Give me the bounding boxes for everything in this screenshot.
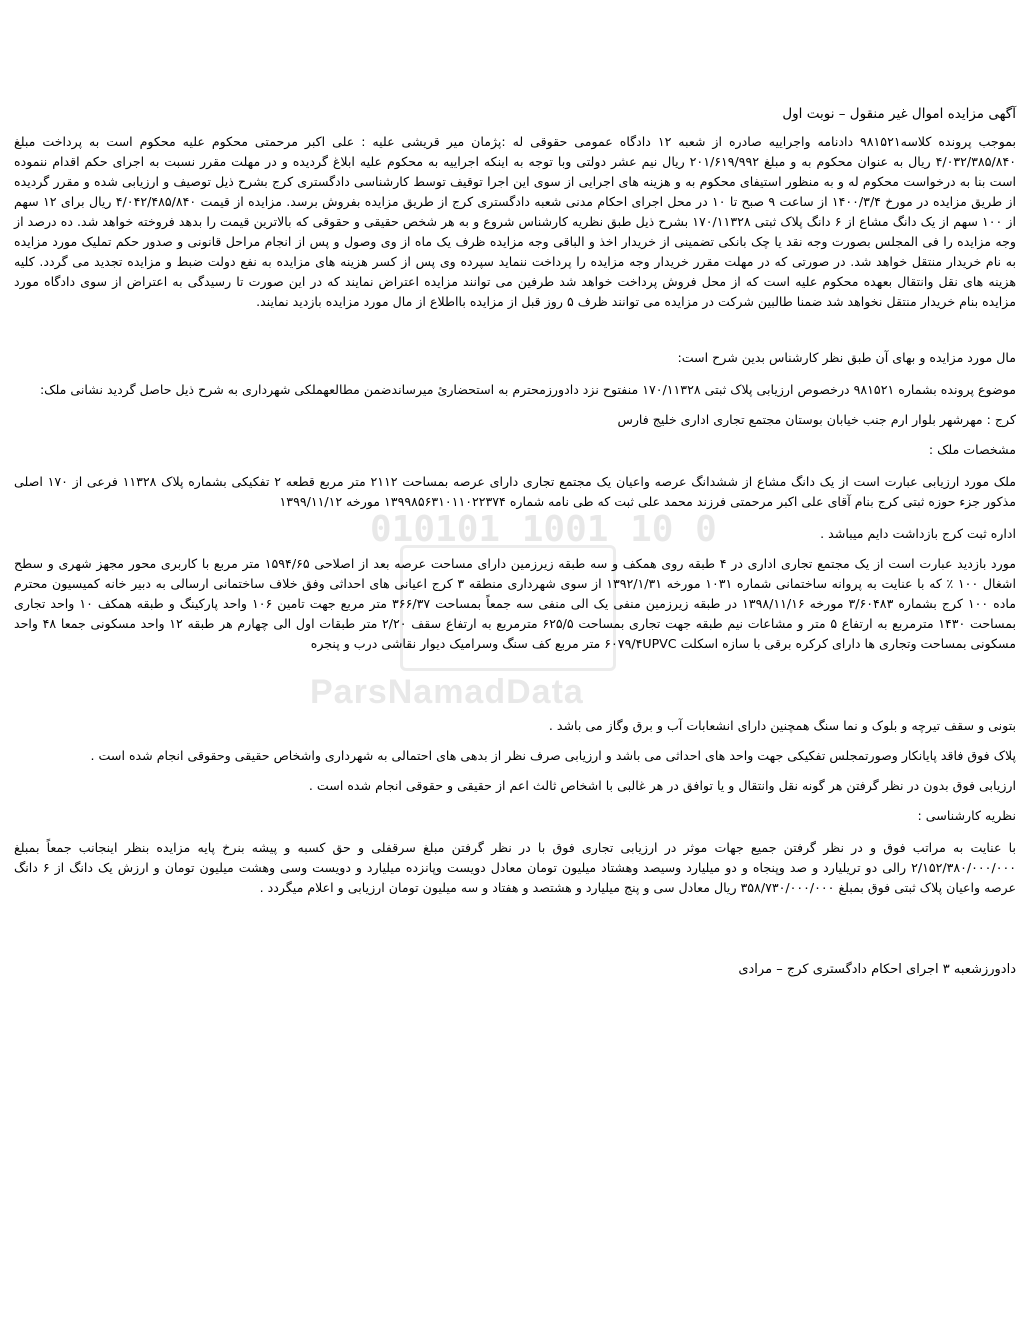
expert-opinion: با عنایت به مراتب فوق و در نظر گرفتن جمیع جهات موثر در ارزیابی تجاری فوق با در نظر گرفتن مبلغ سرقفلی و حق کسبه و پیشه بنرخ پایه مزایده بنظر اینجانب جمعاً بمبلغ ۲/۱۵۲/۳۸۰/۰۰۰/۰۰۰ رالی دو تریلیارد و صد وپنجاه و دو میلیارد وسیصد وهشتاد میلیون تومان معادل دویست وپانزده میلیارد و دویست وسی وهشت میلیون تومان و ارزش یک دانگ از ۶ دانگ عرصه واعیان پلاک ثبتی فوق بمبلغ ۳۵۸/۷۳۰/۰۰۰/۰۰۰ ریال معادل سی و پنج میلیارد و هشتصد و هفتاد و سه میلیون تومان ارزیابی و اعلام میگردد .: [14, 840, 1016, 895]
registry-line: اداره ثبت کرج بازداشت دایم میباشد .: [820, 526, 1016, 541]
subject-paragraph: موضوع پرونده بشماره ۹۸۱۵۲۱ درخصوص ارزیابی پلاک ثبتی ۱۷۰/۱۱۳۲۸ منفتوح نزد دادورزمحترم به استحضارئ میرساندضمن مطالعهملکی شهرداری به شرح ذیل حاصل گردید نشانی ملک:: [39, 382, 1016, 397]
plaque-note: پلاک فوق فاقد پایانکار وصورتمجلس تفکیکی جهت واحد های احداثی می باشد و ارزیابی صرف نظر از بدهی های احتمالی به شهرداری واشخاص حقیقی وحقوقی انجام شده است .: [90, 748, 1016, 763]
notice-title: آگهی مزایده اموال غیر منقول – نوبت اول: [782, 106, 1016, 122]
expert-heading: نظریه کارشناسی :: [917, 808, 1016, 823]
watermark-text: ParsNamadData: [310, 673, 584, 711]
utilities-line: بتونی و سقف تیرچه و بلوک و نما سنگ همچنین دارای انشعابات آب و برق وگاز می باشد .: [548, 718, 1016, 733]
specs-heading: مشخصات ملک :: [928, 442, 1016, 457]
signature-line: دادورزشعبه ۳ اجرای احکام دادگستری کرج – مرادی: [738, 962, 1016, 977]
property-heading: مال مورد مزایده و بهای آن طبق نظر کارشناس بدین شرح است:: [677, 350, 1016, 365]
watermark-digits: 010101 1001 10 0: [370, 509, 717, 550]
notice-document: [14, 104, 1016, 980]
inspection-paragraph: مورد بازدید عبارت است از یک مجتمع تجاری اداری در ۴ طبقه روی همکف و سه طبقه زیرزمین دارای مساحت عرصه بعد از اصلاحی ۱۵۹۴/۶۵ متر مربع با کاربری محور مجهز شهری و سطح اشغال ۱۰۰ ٪ که با عنایت به پروانه ساختمانی شماره ۱۰۳۱ مورخه ۱۳۹۲/۱/۳۱ از سوی شهرداری منطقه ۳ کرج اعیانی های احداثی وفق خلاف ساختمانی ارسالی به دبیر خانه کمیسیون محترم ماده ۱۰۰ کرج بشماره ۳/۶۰۴۸۳ مورخه ۱۳۹۸/۱۱/۱۶ در طبقه زیرزمین منفی یک الی منفی سه جمعاً بمساحت ۳۶۶/۳۷ متر مربع جهت تامین ۱۰۶ واحد پارکینگ و طبقه همکف ۱۰ واحد تجاری بمساحت ۱۴۳۰ مترمربع به ارتفاع ۵ متر و مشاعات نیم طبقه جهت تجاری بمساحت ۶۲۵/۵ مترمربع به ارتفاع سقف ۲/۲۰ متر طبقات اول الی چهارم هر طبقه ۱۲ واحد مسکونی جمعا ۴۸ واحد مسکونی بمساحت وتجاری ها دارای کرکره برقی با سازه اسکلت ۶۰۷۹/۴UPVC متر مربع کف سنگ وسرامیک دیوار نقاشی درب و پنجره: [14, 556, 1016, 651]
assessment-note: ارزیابی فوق بدون در نظر گرفتن هر گونه نقل وانتقال و یا توافق در هر غالبی با اشخاص ثالث اعم از حقیقی و حقوقی انجام شده است .: [308, 778, 1016, 793]
specs-paragraph: ملک مورد ارزیابی عبارت است از یک دانگ مشاع از ششدانگ عرصه واعیان یک مجتمع تجاری دارای عرصه بمساحت ۲۱۱۲ متر مربع قطعه ۲ تفکیکی بشماره پلاک ۱۱۳۲۸ فرعی از ۱۷۰ اصلی مذکور جزء حوزه ثبتی کرج بنام آقای علی اکبر مرحمتی فرزند محمد علی ثبت که طی نامه شماره ۱۳۹۹۸۵۶۳۱۰۱۱۰۲۲۳۷۴ مورخه ۱۳۹۹/۱۱/۱۲: [14, 474, 1016, 509]
intro-paragraph: بموجب پرونده کلاسه۹۸۱۵۲۱ دادنامه واجراییه صادره از شعبه ۱۲ دادگاه عمومی حقوقی له :پژمان میر قریشی علیه : علی اکبر مرحمتی محکوم علیه محکوم است به پرداخت مبلغ ۴/۰۳۲/۳۸۵/۸۴۰ ریال به عنوان محکوم به و مبلغ ۲۰۱/۶۱۹/۹۹۲ ریال نیم عشر دولتی وبا توجه به اینکه اجراییه به محکوم علیه ابلاغ گردیده و در مهلت مقرر نسبت به اجرای حکم اقدام ننموده است بنا به درخواست محکوم له و به منظور استیفای محکوم به و هزینه های اجرایی از سوی این اجرا توقیف توسط کارشناسی دادگستری کرج بشرح ذیل توصیف و ارزیابی شده و مقرر گردیده از طریق مزایده در مورخ ۱۴۰۰/۳/۴ از ساعت ۹ صبح تا ۱۰ در محل اجرای احکام مدنی شعبه دادگستری کرج از طریق مزایده بفروش برسد. مزایده از قیمت ۴/۰۴۲/۴۸۵/۸۴۰ ریال برای ۱۲ سهم از ۱۰۰ سهم از یک دانگ مشاع از ۶ دانگ پلاک ثبتی ۱۷۰/۱۱۳۲۸ بشرح ذیل طبق نظریه کارشناس شروع و به هر شخص حقیقی و حقوقی که بالاترین قیمت را بدهد فروخته خواهد شد. ده درصد از وجه مزایده را فی المجلس بصورت وجه نقد یا چک بانکی تضمینی از خریدار اخذ و الباقی وجه مزایده ظرف یک ماه از وی وصول و پس از انجام مراحل قانونی و صدور حکم تملیک مورد مزایده به نام خریدار منتقل خواهد شد. در صورتی که در مهلت مقرر خریدار وجه مزایده را پرداخت ننماید سپرده وی پس از کسر هزینه های مزایده به نفع دولت ضبط و مزایده تجدید می گردد. کلیه هزینه های نقل وانتقال بعهده محکوم علیه است که از محل فروش پرداخت خواهد شد طرفین می توانند مزایده اعتراض نمایند که در این صورت تا رسیدگی به اعتراض از سوی دادگاه مورد مزایده بنام خریدار منتقل نخواهد شد ضمنا طالبین شرکت در مزایده می توانند ظرف ۵ روز قبل از مزایده بااطلاع از مال مورد مزایده بازدید نمایند.: [14, 134, 1016, 309]
address-line: کرج : مهرشهر بلوار ارم جنب خیابان بوستان مجتمع تجاری اداری خلیج فارس: [617, 412, 1016, 427]
